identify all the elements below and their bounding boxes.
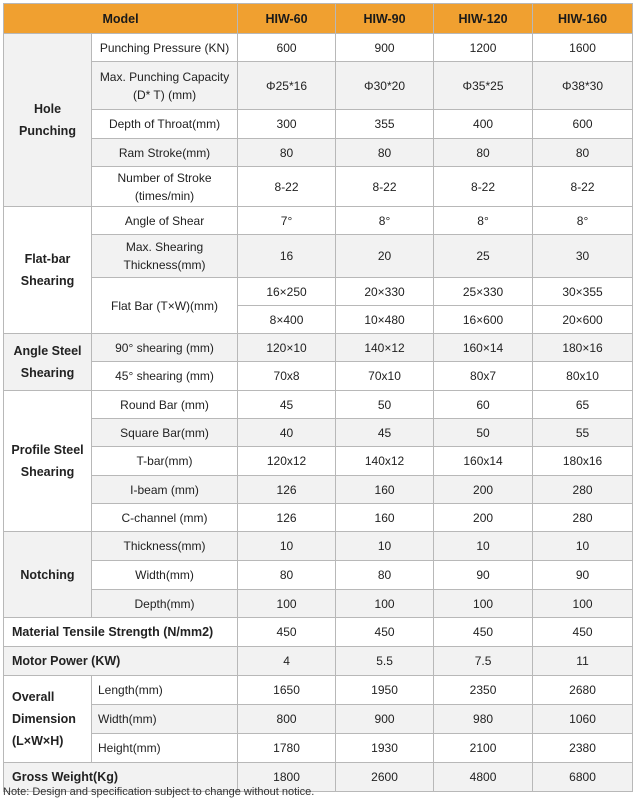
motor-power-label: Motor Power (KW) [4, 647, 238, 676]
table-row [4, 235, 633, 278]
row-label: T-bar(mm) [92, 447, 238, 476]
cell: 90 [533, 561, 633, 590]
cell: 450 [238, 618, 336, 647]
row-label: Thickness(mm) [92, 532, 238, 561]
model-header-2: HIW-90 [336, 4, 434, 34]
cell: 11 [533, 647, 633, 676]
cell: 8° [434, 207, 533, 235]
group-line: Punching [19, 124, 76, 138]
cell: 8×400 [238, 306, 336, 334]
cell: 140x12 [336, 447, 434, 476]
row-label: Square Bar(mm) [92, 419, 238, 447]
group-flat-bar-shearing [4, 207, 92, 334]
cell: 2680 [533, 676, 633, 705]
cell: 1800 [238, 763, 336, 792]
cell: 4 [238, 647, 336, 676]
cell: 1950 [336, 676, 434, 705]
row-label [92, 167, 238, 207]
cell: 200 [434, 504, 533, 532]
cell: 30 [533, 235, 633, 278]
cell: 120×10 [238, 334, 336, 362]
cell: 65 [533, 391, 633, 419]
model-header-1: HIW-60 [238, 4, 336, 34]
cell: 120x12 [238, 447, 336, 476]
cell: 20×330 [336, 278, 434, 306]
cell: 90 [434, 561, 533, 590]
group-profile-steel-shearing [4, 391, 92, 532]
table-row [4, 334, 633, 362]
cell: 400 [434, 110, 533, 139]
cell: 8-22 [434, 167, 533, 207]
cell: 7° [238, 207, 336, 235]
group-notching: Notching [4, 532, 92, 618]
table-row [4, 590, 633, 618]
cell: 50 [336, 391, 434, 419]
row-label-line: Max. Shearing [125, 240, 204, 254]
cell: 2350 [434, 676, 533, 705]
cell: 100 [336, 590, 434, 618]
cell: 600 [533, 110, 633, 139]
cell: 2600 [336, 763, 434, 792]
cell: 126 [238, 504, 336, 532]
cell: 800 [238, 705, 336, 734]
cell: 70x8 [238, 362, 336, 391]
cell: 20×600 [533, 306, 633, 334]
cell: 10 [336, 532, 434, 561]
cell: 450 [434, 618, 533, 647]
cell: 1060 [533, 705, 633, 734]
cell: 6800 [533, 763, 633, 792]
row-label: Round Bar (mm) [92, 391, 238, 419]
footnote: Note: Design and specification subject to change without notice. [3, 786, 315, 798]
row-label: Depth of Throat(mm) [92, 110, 238, 139]
row-label-line: (times/min) [134, 188, 195, 203]
cell: 100 [533, 590, 633, 618]
row-label: Width(mm) [92, 561, 238, 590]
cell: 10 [434, 532, 533, 561]
cell: 100 [238, 590, 336, 618]
cell: 80 [336, 561, 434, 590]
row-label: 90° shearing (mm) [92, 334, 238, 362]
row-label: 45° shearing (mm) [92, 362, 238, 391]
cell: 40 [238, 419, 336, 447]
row-label: Width(mm) [92, 705, 238, 734]
cell: 80 [336, 139, 434, 167]
cell: Φ38*30 [533, 62, 633, 110]
row-label: Angle of Shear [92, 207, 238, 235]
cell: 160x14 [434, 447, 533, 476]
table-row [4, 647, 633, 676]
cell: 10×480 [336, 306, 434, 334]
cell: 355 [336, 110, 434, 139]
cell: 140×12 [336, 334, 434, 362]
cell: 2380 [533, 734, 633, 763]
cell: 100 [434, 590, 533, 618]
cell: 1930 [336, 734, 434, 763]
cell: 900 [336, 34, 434, 62]
table-row [4, 705, 633, 734]
row-label: Height(mm) [92, 734, 238, 763]
group-line: Profile Steel [11, 443, 84, 457]
cell: 180x16 [533, 447, 633, 476]
group-line: Shearing [20, 366, 75, 380]
cell: 45 [336, 419, 434, 447]
row-label: I-beam (mm) [92, 476, 238, 504]
table-row [4, 207, 633, 235]
table-row [4, 34, 633, 62]
row-label: Depth(mm) [92, 590, 238, 618]
cell: 60 [434, 391, 533, 419]
cell: 160×14 [434, 334, 533, 362]
table-row [4, 476, 633, 504]
cell: 200 [434, 476, 533, 504]
cell: 980 [434, 705, 533, 734]
cell: 16 [238, 235, 336, 278]
cell: 8-22 [336, 167, 434, 207]
table-row [4, 391, 633, 419]
cell: 20 [336, 235, 434, 278]
group-line: Shearing [20, 465, 75, 479]
header-row [4, 4, 633, 34]
cell: 8-22 [238, 167, 336, 207]
table-row [4, 167, 633, 207]
table-row [4, 62, 633, 110]
model-header-4: HIW-160 [533, 4, 633, 34]
cell: 126 [238, 476, 336, 504]
cell: 180×16 [533, 334, 633, 362]
cell: 450 [336, 618, 434, 647]
cell: 55 [533, 419, 633, 447]
group-line: Angle Steel [13, 344, 82, 358]
table-row [4, 504, 633, 532]
cell: 80 [238, 139, 336, 167]
cell: 25 [434, 235, 533, 278]
row-label: C-channel (mm) [92, 504, 238, 532]
group-hole-punching [4, 34, 92, 207]
table-row [4, 532, 633, 561]
group-line: Flat-bar [24, 252, 71, 266]
table-row [4, 676, 633, 705]
group-line: Shearing [20, 274, 75, 288]
cell: 280 [533, 504, 633, 532]
table-row [4, 447, 633, 476]
cell: 8° [336, 207, 434, 235]
cell: 1780 [238, 734, 336, 763]
cell: Φ35*25 [434, 62, 533, 110]
cell: 80x10 [533, 362, 633, 391]
row-label: Ram Stroke(mm) [92, 139, 238, 167]
cell: 30×355 [533, 278, 633, 306]
cell: 1200 [434, 34, 533, 62]
row-label-line: Thickness(mm) [123, 258, 206, 272]
cell: 80 [238, 561, 336, 590]
group-line: (L×W×H) [12, 734, 64, 748]
cell: 300 [238, 110, 336, 139]
cell: 1600 [533, 34, 633, 62]
table-row [4, 278, 633, 306]
cell: 80 [434, 139, 533, 167]
row-label: Flat Bar (T×W)(mm) [92, 278, 238, 334]
cell: 2100 [434, 734, 533, 763]
cell: 50 [434, 419, 533, 447]
table-row [4, 139, 633, 167]
cell: 4800 [434, 763, 533, 792]
cell: 70x10 [336, 362, 434, 391]
cell: 600 [238, 34, 336, 62]
row-label: Length(mm) [92, 676, 238, 705]
cell: Φ25*16 [238, 62, 336, 110]
cell: 80x7 [434, 362, 533, 391]
group-line: Hole [33, 102, 62, 116]
model-header-3: HIW-120 [434, 4, 533, 34]
cell: 10 [238, 532, 336, 561]
row-label-line: (D* T) (mm) [132, 87, 197, 102]
cell: 10 [533, 532, 633, 561]
table-row [4, 561, 633, 590]
cell: 45 [238, 391, 336, 419]
cell: 8-22 [533, 167, 633, 207]
cell: 16×250 [238, 278, 336, 306]
cell: 7.5 [434, 647, 533, 676]
cell: 1650 [238, 676, 336, 705]
group-line: Overall Dimension [12, 690, 76, 726]
table-row [4, 419, 633, 447]
table-row [4, 734, 633, 763]
spec-table [3, 3, 633, 792]
cell: 900 [336, 705, 434, 734]
row-label [92, 235, 238, 278]
model-header: Model [4, 4, 238, 34]
table-row [4, 362, 633, 391]
row-label: Punching Pressure (KN) [92, 34, 238, 62]
cell: 80 [533, 139, 633, 167]
row-label-line: Number of Stroke [117, 170, 212, 185]
spec-table-wrap [3, 3, 632, 792]
cell: 8° [533, 207, 633, 235]
cell: 160 [336, 504, 434, 532]
row-label [92, 62, 238, 110]
group-angle-steel-shearing [4, 334, 92, 391]
cell: 280 [533, 476, 633, 504]
table-row [4, 110, 633, 139]
cell: 16×600 [434, 306, 533, 334]
row-label-line: Max. Punching Capacity [99, 69, 230, 84]
group-overall-dimension [4, 676, 92, 763]
cell: 5.5 [336, 647, 434, 676]
cell: Φ30*20 [336, 62, 434, 110]
cell: 450 [533, 618, 633, 647]
gross-weight-label: Gross Weight(Kg) [4, 763, 238, 792]
table-row [4, 618, 633, 647]
cell: 25×330 [434, 278, 533, 306]
material-tensile-label: Material Tensile Strength (N/mm2) [4, 618, 238, 647]
cell: 160 [336, 476, 434, 504]
